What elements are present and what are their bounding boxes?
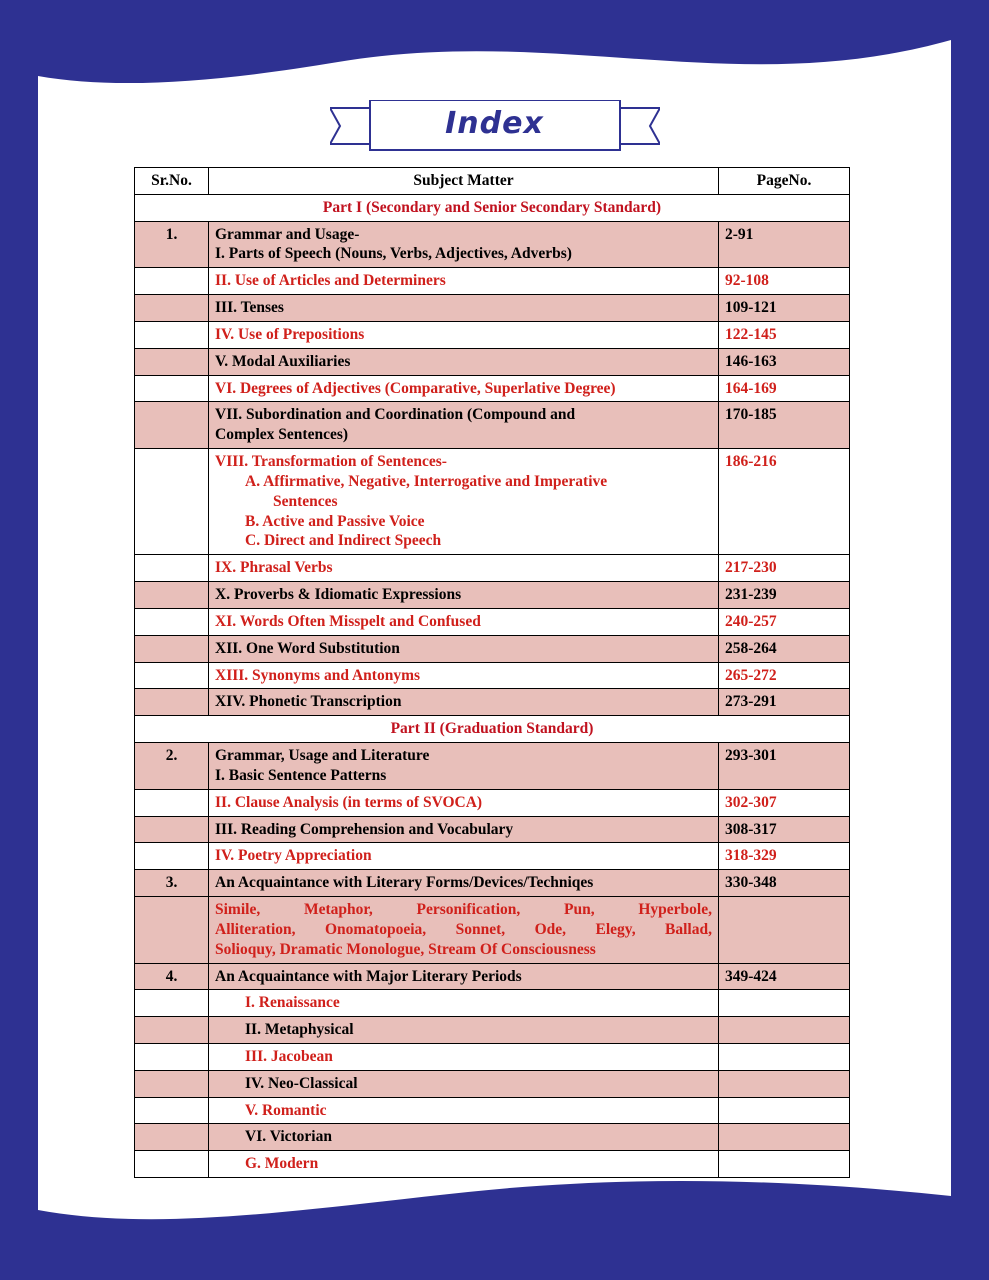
subject-subline: A. Affirmative, Negative, Interrogative and Imperative bbox=[245, 472, 608, 490]
subject-line: An Acquaintance with Major Literary Periods bbox=[215, 967, 522, 985]
subject-line: X. Proverbs & Idiomatic Expressions bbox=[215, 586, 462, 604]
row-subject-matter bbox=[209, 268, 719, 295]
index-table bbox=[134, 167, 850, 1178]
row-subject-matter bbox=[209, 582, 719, 609]
subject-line: VI. Victorian bbox=[245, 1128, 332, 1146]
row-serial-number bbox=[135, 375, 209, 402]
row-subject-matter bbox=[209, 1151, 719, 1178]
row-subject-matter bbox=[209, 402, 719, 449]
subject-line: III. Reading Comprehension and Vocabulary bbox=[215, 820, 514, 838]
row-page-number: 273-291 bbox=[719, 689, 850, 716]
row-page-number bbox=[719, 897, 850, 963]
row-subject-matter bbox=[209, 816, 719, 843]
row-serial-number bbox=[135, 662, 209, 689]
subject-line: Complex Sentences) bbox=[215, 426, 349, 444]
subject-subline: B. Active and Passive Voice bbox=[245, 512, 425, 530]
table-row bbox=[135, 221, 850, 268]
subject-line: IV. Neo-Classical bbox=[245, 1074, 358, 1092]
subject-line: II. Metaphysical bbox=[245, 1021, 354, 1039]
table-row bbox=[135, 582, 850, 609]
subject-line: IV. Poetry Appreciation bbox=[215, 847, 372, 865]
row-page-number: 330-348 bbox=[719, 870, 850, 897]
row-subject-matter bbox=[209, 789, 719, 816]
bottom-wave-decoration bbox=[38, 1170, 951, 1250]
subject-line: V. Romantic bbox=[245, 1101, 327, 1119]
row-serial-number bbox=[135, 348, 209, 375]
table-row bbox=[135, 963, 850, 990]
subject-line: II. Use of Articles and Determiners bbox=[215, 272, 446, 290]
row-page-number: 308-317 bbox=[719, 816, 850, 843]
row-page-number: 318-329 bbox=[719, 843, 850, 870]
page-title: Index bbox=[445, 106, 544, 141]
row-serial-number bbox=[135, 1043, 209, 1070]
row-page-number: 217-230 bbox=[719, 555, 850, 582]
row-page-number: 164-169 bbox=[719, 375, 850, 402]
row-serial-number bbox=[135, 1097, 209, 1124]
subject-line: II. Clause Analysis (in terms of SVOCA) bbox=[215, 793, 483, 811]
table-row bbox=[135, 816, 850, 843]
row-subject-matter bbox=[209, 295, 719, 322]
part-two-header bbox=[135, 716, 850, 743]
row-subject-matter bbox=[209, 449, 719, 555]
subject-line: Grammar and Usage- bbox=[215, 225, 360, 243]
row-subject-matter bbox=[209, 689, 719, 716]
row-serial-number bbox=[135, 608, 209, 635]
row-page-number: 122-145 bbox=[719, 321, 850, 348]
row-subject-matter bbox=[209, 897, 719, 963]
table-row bbox=[135, 608, 850, 635]
row-serial-number: 2. bbox=[135, 743, 209, 790]
subject-line: XII. One Word Substitution bbox=[215, 639, 400, 657]
row-page-number: 240-257 bbox=[719, 608, 850, 635]
row-serial-number bbox=[135, 816, 209, 843]
subject-line: I. Parts of Speech (Nouns, Verbs, Adjectives, Adverbs) bbox=[215, 245, 572, 263]
table-row bbox=[135, 1124, 850, 1151]
row-subject-matter bbox=[209, 1017, 719, 1044]
row-subject-matter bbox=[209, 870, 719, 897]
subject-line: Grammar, Usage and Literature bbox=[215, 747, 430, 765]
table-row bbox=[135, 1017, 850, 1044]
subject-line: III. Jacobean bbox=[245, 1047, 333, 1065]
subject-line: IV. Use of Prepositions bbox=[215, 325, 365, 343]
table-row bbox=[135, 402, 850, 449]
subject-line: G. Modern bbox=[245, 1155, 319, 1173]
row-page-number: 170-185 bbox=[719, 402, 850, 449]
subject-line: I. Renaissance bbox=[245, 994, 340, 1012]
table-row bbox=[135, 870, 850, 897]
row-page-number bbox=[719, 1043, 850, 1070]
row-serial-number: 3. bbox=[135, 870, 209, 897]
row-serial-number bbox=[135, 402, 209, 449]
row-page-number: 2-91 bbox=[719, 221, 850, 268]
table-row bbox=[135, 990, 850, 1017]
table-row bbox=[135, 1043, 850, 1070]
row-page-number: 109-121 bbox=[719, 295, 850, 322]
subject-line: XI. Words Often Misspelt and Confused bbox=[215, 612, 481, 630]
row-serial-number bbox=[135, 449, 209, 555]
subject-line: V. Modal Auxiliaries bbox=[215, 352, 351, 370]
row-serial-number bbox=[135, 1070, 209, 1097]
table-row bbox=[135, 635, 850, 662]
document-sheet bbox=[38, 30, 951, 1250]
row-serial-number bbox=[135, 897, 209, 963]
table-row bbox=[135, 295, 850, 322]
subject-subline: Sentences bbox=[273, 492, 338, 510]
table-row bbox=[135, 375, 850, 402]
row-page-number: 231-239 bbox=[719, 582, 850, 609]
subject-subline: C. Direct and Indirect Speech bbox=[245, 532, 442, 550]
row-page-number: 146-163 bbox=[719, 348, 850, 375]
table-row bbox=[135, 1070, 850, 1097]
part-one-header bbox=[135, 194, 850, 221]
table-row bbox=[135, 348, 850, 375]
row-subject-matter bbox=[209, 321, 719, 348]
subject-line: VI. Degrees of Adjectives (Comparative, Superlative Degree) bbox=[215, 379, 616, 397]
subject-line: IX. Phrasal Verbs bbox=[215, 559, 333, 577]
row-subject-matter bbox=[209, 555, 719, 582]
table-row bbox=[135, 662, 850, 689]
row-serial-number bbox=[135, 582, 209, 609]
column-header-sr: Sr.No. bbox=[135, 168, 209, 195]
row-serial-number: 1. bbox=[135, 221, 209, 268]
subject-line: An Acquaintance with Literary Forms/Devices/Techniqes bbox=[215, 874, 594, 892]
subject-line: III. Tenses bbox=[215, 299, 284, 317]
row-serial-number bbox=[135, 990, 209, 1017]
row-serial-number bbox=[135, 1151, 209, 1178]
row-page-number bbox=[719, 1017, 850, 1044]
row-page-number: 92-108 bbox=[719, 268, 850, 295]
table-row bbox=[135, 743, 850, 790]
row-page-number: 349-424 bbox=[719, 963, 850, 990]
row-page-number: 258-264 bbox=[719, 635, 850, 662]
row-subject-matter bbox=[209, 1043, 719, 1070]
part-two-header-label: Part II (Graduation Standard) bbox=[135, 716, 850, 743]
table-row bbox=[135, 321, 850, 348]
table-body bbox=[135, 194, 850, 1177]
table-row bbox=[135, 555, 850, 582]
row-subject-matter bbox=[209, 843, 719, 870]
row-page-number: 293-301 bbox=[719, 743, 850, 790]
subject-line: XIV. Phonetic Transcription bbox=[215, 693, 402, 711]
row-serial-number bbox=[135, 555, 209, 582]
row-serial-number bbox=[135, 321, 209, 348]
row-page-number bbox=[719, 1097, 850, 1124]
table-row bbox=[135, 1097, 850, 1124]
subject-line: Alliteration, Onomatopoeia, Sonnet, Ode, Elegy, Ballad, bbox=[215, 920, 712, 938]
row-page-number bbox=[719, 1124, 850, 1151]
row-subject-matter bbox=[209, 348, 719, 375]
subject-line: VIII. Transformation of Sentences- bbox=[215, 453, 447, 471]
table-row bbox=[135, 1151, 850, 1178]
row-serial-number bbox=[135, 789, 209, 816]
table-row bbox=[135, 689, 850, 716]
subject-line: I. Basic Sentence Patterns bbox=[215, 766, 387, 784]
row-page-number bbox=[719, 1151, 850, 1178]
subject-line: XIII. Synonyms and Antonyms bbox=[215, 666, 421, 684]
row-page-number bbox=[719, 990, 850, 1017]
table-row bbox=[135, 268, 850, 295]
row-serial-number bbox=[135, 1017, 209, 1044]
row-page-number: 302-307 bbox=[719, 789, 850, 816]
table-row bbox=[135, 897, 850, 963]
row-subject-matter bbox=[209, 990, 719, 1017]
row-serial-number bbox=[135, 295, 209, 322]
row-page-number: 265-272 bbox=[719, 662, 850, 689]
row-subject-matter bbox=[209, 1124, 719, 1151]
table-row bbox=[135, 449, 850, 555]
table-header-row bbox=[135, 168, 850, 195]
table-row bbox=[135, 843, 850, 870]
row-serial-number bbox=[135, 635, 209, 662]
table-row bbox=[135, 789, 850, 816]
subject-line: VII. Subordination and Coordination (Compound and bbox=[215, 406, 576, 424]
row-subject-matter bbox=[209, 963, 719, 990]
row-serial-number bbox=[135, 843, 209, 870]
row-subject-matter bbox=[209, 1097, 719, 1124]
column-header-page: PageNo. bbox=[719, 168, 850, 195]
column-header-subject: Subject Matter bbox=[209, 168, 719, 195]
row-subject-matter bbox=[209, 375, 719, 402]
row-serial-number: 4. bbox=[135, 963, 209, 990]
row-subject-matter bbox=[209, 743, 719, 790]
top-wave-decoration bbox=[38, 30, 951, 96]
row-subject-matter bbox=[209, 221, 719, 268]
row-serial-number bbox=[135, 268, 209, 295]
row-subject-matter bbox=[209, 662, 719, 689]
row-serial-number bbox=[135, 1124, 209, 1151]
row-subject-matter bbox=[209, 635, 719, 662]
part-one-header-label: Part I (Secondary and Senior Secondary Standard) bbox=[135, 194, 850, 221]
row-page-number: 186-216 bbox=[719, 449, 850, 555]
subject-line: Simile, Metaphor, Personification, Pun, Hyperbole, bbox=[215, 901, 712, 919]
title-banner bbox=[38, 100, 951, 154]
row-subject-matter bbox=[209, 1070, 719, 1097]
row-serial-number bbox=[135, 689, 209, 716]
row-page-number bbox=[719, 1070, 850, 1097]
subject-line: Solioquy, Dramatic Monologue, Stream Of Consciousness bbox=[215, 940, 596, 958]
row-subject-matter bbox=[209, 608, 719, 635]
